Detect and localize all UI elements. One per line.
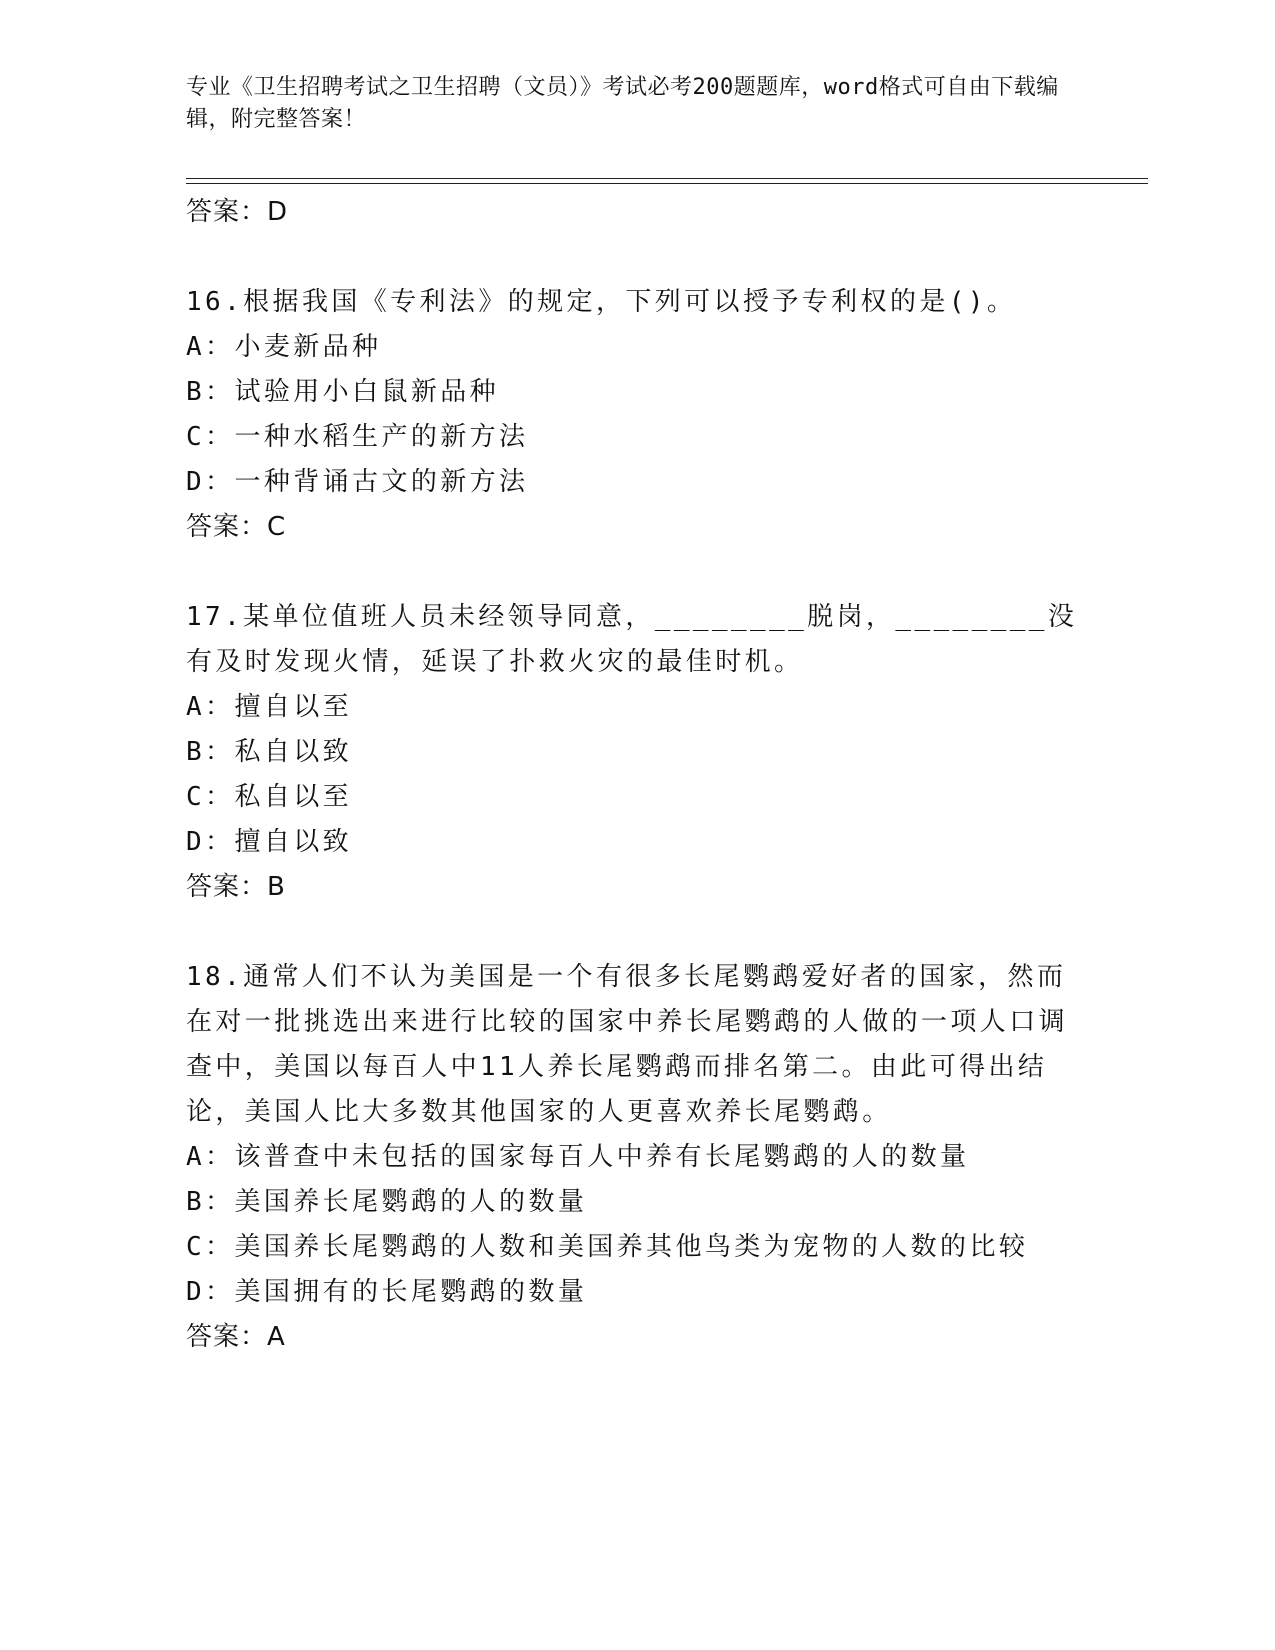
previous-answer: 答案：D — [186, 197, 289, 227]
option-a: A：小麦新品种 — [186, 332, 382, 362]
document-header: 专业《卫生招聘考试之卫生招聘（文员）》考试必考200题题库，word格式可自由下载编辑，附完整答案！ — [186, 75, 1059, 132]
option-c: C：美国养长尾鹦鹉的人数和美国养其他鸟类为宠物的人数的比较 — [186, 1232, 1029, 1262]
option-c: C：私自以至 — [186, 782, 353, 812]
option-b: B：美国养长尾鹦鹉的人的数量 — [186, 1187, 588, 1217]
question-answer: 答案：A — [186, 1322, 286, 1352]
header-divider-bottom — [186, 183, 1148, 184]
option-b: B：私自以致 — [186, 737, 353, 767]
option-c: C：一种水稻生产的新方法 — [186, 422, 529, 452]
question-answer: 答案：C — [186, 512, 287, 542]
option-d: D：美国拥有的长尾鹦鹉的数量 — [186, 1277, 588, 1307]
option-a: A：擅自以至 — [186, 692, 353, 722]
option-a: A：该普查中未包括的国家每百人中养有长尾鹦鹉的人的数量 — [186, 1142, 970, 1172]
question-answer: 答案：B — [186, 872, 286, 902]
question-stem: 18.通常人们不认为美国是一个有很多长尾鹦鹉爱好者的国家，然而在对一批挑选出来进行比较的国家中养长尾鹦鹉的人做的一项人口调查中，美国以每百人中11人养长尾鹦鹉而排名第二。由此可得出结论，美国人比大多数其他国家的人更喜欢养长尾鹦鹉。 — [186, 962, 1069, 1127]
header-divider-top — [186, 178, 1148, 179]
question-18 — [186, 955, 1086, 1359]
option-b: B：试验用小白鼠新品种 — [186, 377, 500, 407]
question-list — [186, 190, 1086, 1359]
question-stem: 16.根据我国《专利法》的规定，下列可以授予专利权的是()。 — [186, 287, 1017, 317]
question-stem: 17.某单位值班人员未经领导同意，________脱岗，________没有及时发现火情，延误了扑救火灾的最佳时机。 — [186, 602, 1078, 677]
option-d: D：擅自以致 — [186, 827, 353, 857]
question-17 — [186, 595, 1086, 909]
question-16 — [186, 280, 1086, 549]
option-d: D：一种背诵古文的新方法 — [186, 467, 529, 497]
